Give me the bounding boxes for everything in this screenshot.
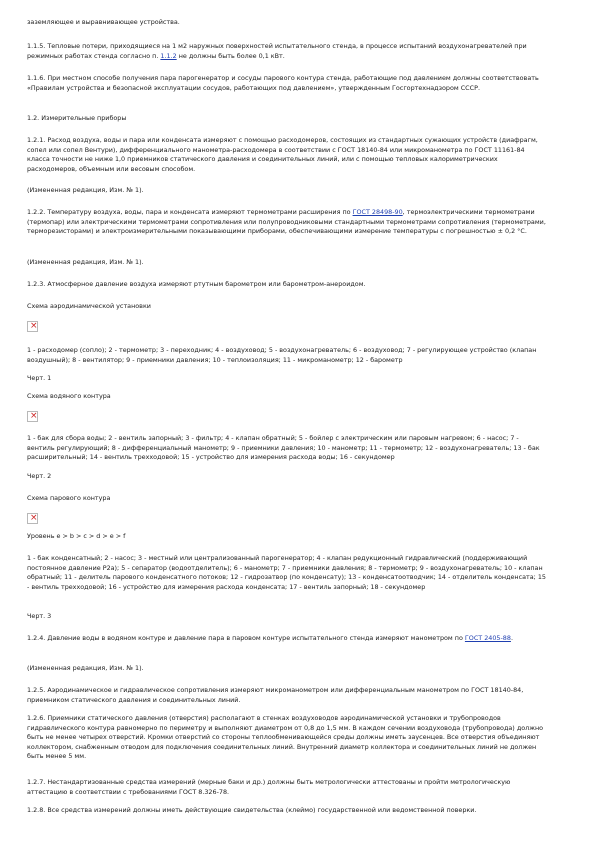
- figure-legend-water: 1 - бак для сбора воды; 2 - вентиль запорный; 3 - фильтр; 4 - клапан обратный; 5 - бойлер с электрическим или паровым нагревом; 6 - насос; 7 - вентиль регулирующий; 8 - дифференциальный манометр; 9 - приемники давления; 10 - манометр; 11 - термометр; 12 - воздухонагреватель; 13 - бак расширительный; 14 - вентиль трехходовой; 15 - устройство для измерения расхода воды; 16 - секундомер: [27, 434, 540, 462]
- link-clause-1-1-2[interactable]: 1.1.2: [160, 51, 177, 60]
- figure-number-1: Черт. 1: [27, 374, 52, 382]
- broken-image-icon: [27, 513, 38, 524]
- paragraph-1-2-6: 1.2.6. Приемники статического давления (отверстия) располагают в стенках воздуховодов аэродинамической установки и трубопроводов гидравлического контура равномерно по периметру и выполняют диаметром от 0,8 до 1,5 мм. В каждом сечении воздуховода (трубопровода) должно быть не менее четырех отверстий. Кромки отверстий со стороны теплообменивающейся среды должны иметь заусенцев. Все отверстия объединяют коллектором, снабженным отводом для подключения соединительных линий. Внутренний диаметр коллектора и соединительных линий не должен быть менее 5 мм.: [27, 714, 544, 761]
- paragraph-1-1-5: [27, 42, 547, 61]
- paragraph-1-2-1: 1.2.1. Расход воздуха, воды и пара или конденсата измеряют с помощью расходомеров, состоящих из стандартных сужающих устройств (диафрагм, сопел или сопел Вентури), дифференциального манометра-расходомера в соответствии с ГОСТ 18140-84 или микроманометра по ГОСТ 11161-84 класса точности не ниже 1,0 приемников статического давления и соединительных линий, или с помощью тепловых калориметрических расходомеров, объемным или весовым способом.: [27, 136, 538, 173]
- paragraph-intro: заземляющее и выравнивающее устройства.: [27, 18, 180, 26]
- paragraph-1-2-2: [27, 208, 547, 237]
- link-gost-28498[interactable]: ГОСТ 28498-90: [352, 208, 403, 216]
- paragraph-1-1-6: 1.1.6. При местном способе получения пара парогенератор и сосуды парового контура стенда, работающие под давлением должны соответствовать «Правилам устройства и безопасной эксплуатации сосудов, работающих под давлением», утвержденным Госгортехнадзором СССР.: [27, 74, 539, 92]
- paragraph-text: .: [510, 634, 513, 642]
- figure-caption-steam: Схема парового контура: [27, 494, 111, 502]
- level-relation: Уровень е > b > c > d > e > f: [27, 532, 126, 540]
- paragraph-text: 1.1.5. Тепловые потери, приходящиеся на 1 м2 наружных поверхностей испытательного стенда, в процессе испытаний воздухонагревателей при режимных работах стенда согласно п.: [27, 42, 527, 60]
- figure-caption-water: Схема водяного контура: [27, 392, 111, 400]
- paragraph-1-2-4: [27, 634, 547, 644]
- figure-number-3: Черт. 3: [27, 612, 52, 620]
- figure-caption-aero: Схема аэродинамической установки: [27, 302, 151, 310]
- paragraph-1-2-8: 1.2.8. Все средства измерений должны иметь действующие свидетельства (клеймо) государственной или ведомственной поверки.: [27, 806, 477, 814]
- amendment-note: (Измененная редакция, Изм. № 1).: [27, 258, 144, 266]
- paragraph-1-2-3: 1.2.3. Атмосферное давление воздуха измеряют ртутным барометром или барометром-анероидом.: [27, 280, 366, 288]
- paragraph-text: 1.2.4. Давление воды в водяном контуре и давление пара в паровом контуре испытательного стенда измеряют манометром по: [27, 634, 465, 642]
- figure-number-2: Черт. 2: [27, 472, 52, 480]
- broken-image-icon: [27, 411, 38, 422]
- paragraph-1-2-5: 1.2.5. Аэродинамическое и гидравлическое сопротивления измеряют микроманометром или дифференциальным манометром по ГОСТ 18140-84, приемником статического давления и соединительных линий.: [27, 686, 524, 704]
- link-gost-2405[interactable]: ГОСТ 2405-88: [464, 634, 511, 642]
- figure-legend-aero: 1 - расходомер (сопло); 2 - термометр; 3 - переходник; 4 - воздуховод; 5 - воздухонагреватель; 6 - воздуховод; 7 - регулирующее устройство (клапан воздушный); 8 - вентилятор; 9 - приемники давления; 10 - теплоизоляция; 11 - микроманометр; 12 - барометр: [27, 346, 537, 364]
- paragraph-text: , термоэлектрическими термометрами (термопар) или электрическими термометрами сопротивления или полупроводниковыми стандартными термометрами сопротивления (термометрами, терморезисторами) и электроизмерительными показывающими приборами, обеспечивающими измерение температуры с погрешностью ± 0,2 °С.: [27, 208, 546, 236]
- paragraph-text: 1.2.2. Температуру воздуха, воды, пара и конденсата измеряют термометрами расширения по: [27, 208, 353, 216]
- figure-legend-steam: 1 - бак конденсатный; 2 - насос; 3 - местный или централизованный парогенератор; 4 - клапан редукционный гидравлический (поддерживающий постоянное давление P2a); 5 - сепаратор (водоотделитель); 6 - манометр; 7 - приемники давления; 8 - термометр; 9 - воздухонагреватель; 10 - клапан обратный; 11 - делитель парового конденсатного потоков; 12 - гидрозатвор (по конденсату); 13 - конденсатоотводчик; 14 - отделитель конденсата; 15 - вентиль трехходовой; 16 - устройство для измерения расхода конденсата; 17 - вентиль запорный; 18 - секундомер: [27, 554, 546, 591]
- paragraph-1-2-7: 1.2.7. Нестандартизованные средства измерений (мерные баки и др.) должны быть метрологически аттестованы и пройти метрологическую аттестацию в соответствии с требованиями ГОСТ 8.326-78.: [27, 778, 511, 796]
- amendment-note: (Измененная редакция, Изм. № 1).: [27, 186, 144, 194]
- section-heading-instruments: 1.2. Измерительные приборы: [27, 114, 127, 122]
- amendment-note: (Измененная редакция, Изм. № 1).: [27, 664, 144, 672]
- paragraph-text: не должны быть более 0,1 кВт.: [176, 51, 285, 60]
- broken-image-icon: [27, 321, 38, 332]
